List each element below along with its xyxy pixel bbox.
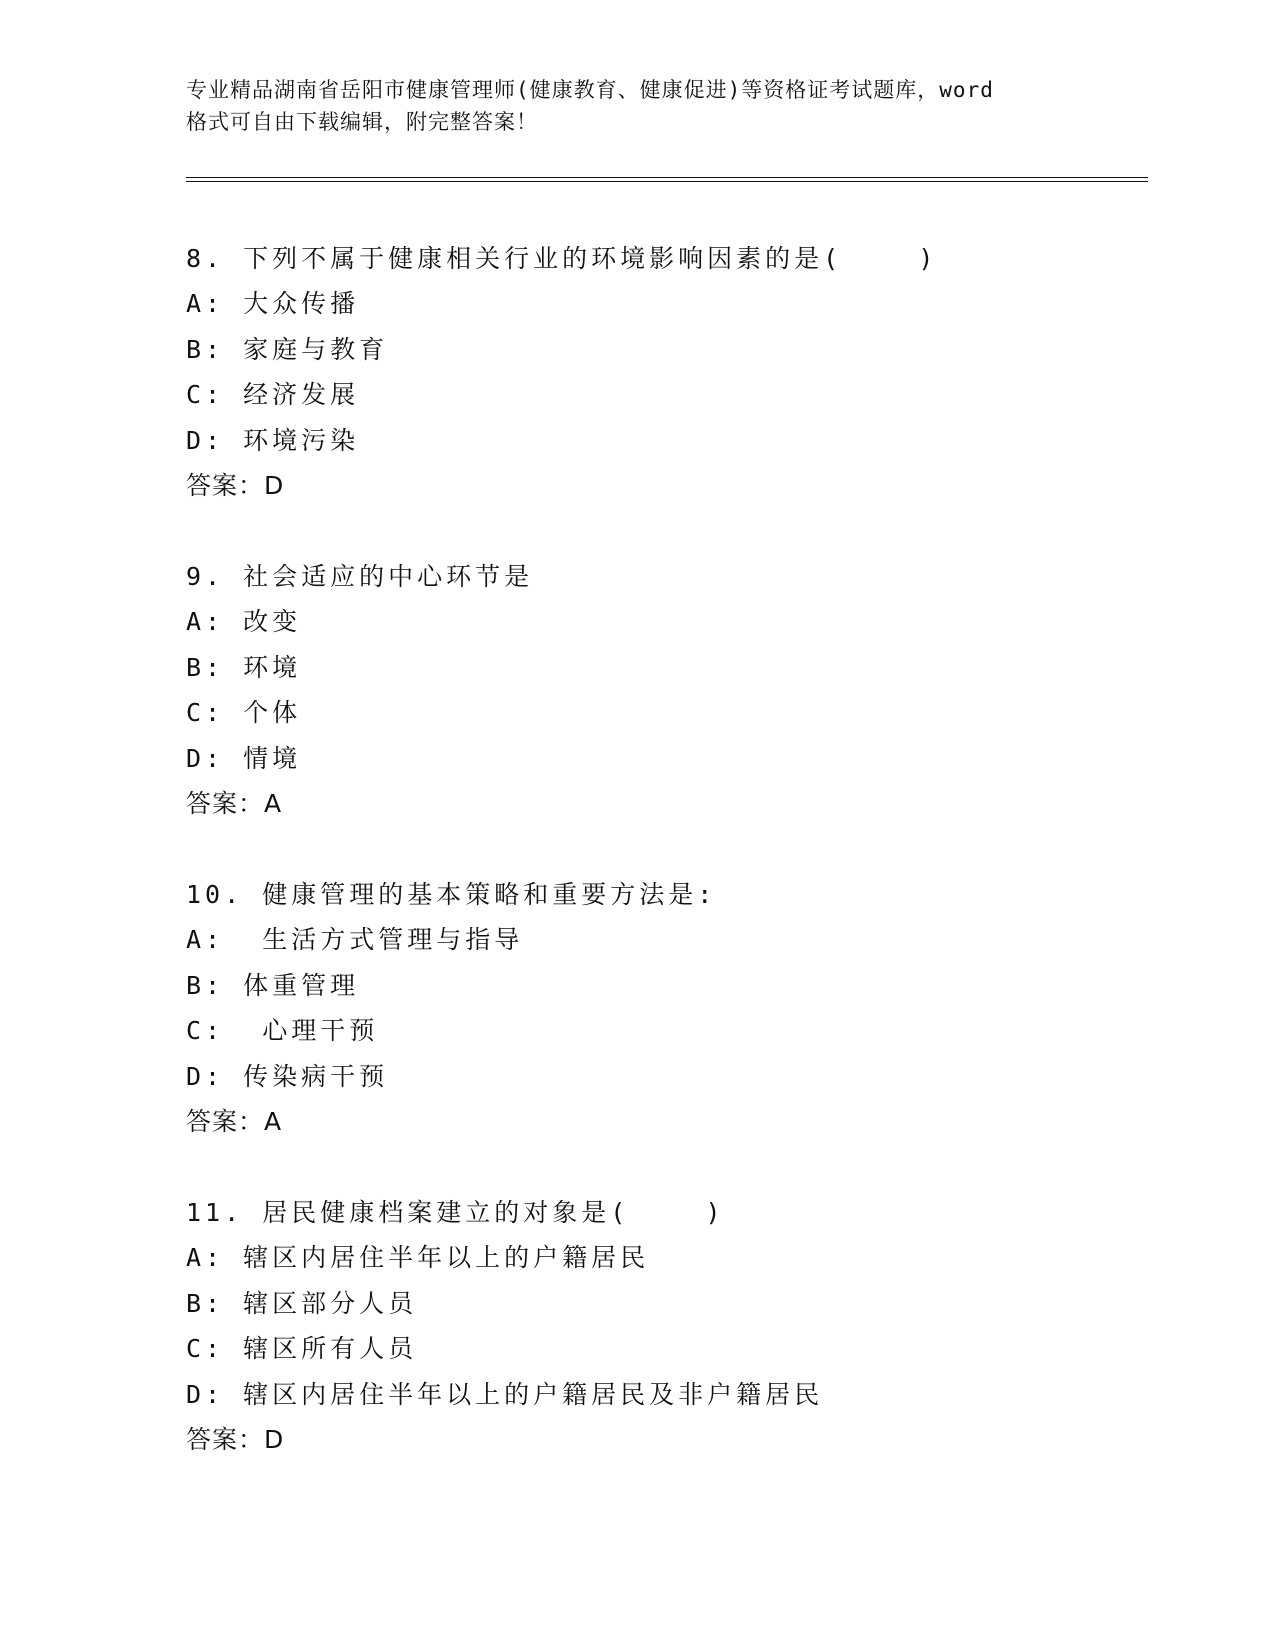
option-a: A: 大众传播 — [186, 289, 360, 319]
question-11 — [186, 1190, 1166, 1462]
header-line-2: 格式可自由下载编辑，附完整答案！ — [186, 110, 538, 134]
option-a: A: 改变 — [186, 607, 302, 637]
option-c: C: 辖区所有人员 — [186, 1334, 418, 1364]
question-stem: 9. 社会适应的中心环节是 — [186, 562, 534, 591]
answer: 答案：A — [186, 1106, 283, 1136]
header-line-1: 专业精品湖南省岳阳市健康管理师(健康教育、健康促进)等资格证考试题库，word — [186, 78, 994, 102]
option-b: B: 辖区部分人员 — [186, 1288, 418, 1318]
question-stem: 8. 下列不属于健康相关行业的环境影响因素的是( ) — [186, 244, 938, 273]
option-b: B: 家庭与教育 — [186, 334, 389, 364]
answer: 答案：A — [186, 788, 283, 818]
answer: 答案：D — [186, 470, 285, 500]
option-b: B: 环境 — [186, 652, 302, 682]
answer: 答案：D — [186, 1424, 285, 1454]
option-c: C: 个体 — [186, 698, 302, 728]
question-stem: 10. 健康管理的基本策略和重要方法是: — [186, 880, 717, 909]
option-b: B: 体重管理 — [186, 970, 360, 1000]
option-d: D: 传染病干预 — [186, 1061, 389, 1091]
option-a: A: 辖区内居住半年以上的户籍居民 — [186, 1243, 650, 1273]
option-d: D: 情境 — [186, 743, 302, 773]
option-d: D: 辖区内居住半年以上的户籍居民及非户籍居民 — [186, 1379, 824, 1409]
option-c: C: 经济发展 — [186, 380, 360, 410]
document-header — [186, 74, 1086, 138]
option-a: A: 生活方式管理与指导 — [186, 925, 524, 955]
option-c: C: 心理干预 — [186, 1016, 379, 1046]
option-d: D: 环境污染 — [186, 425, 360, 455]
question-stem: 11. 居民健康档案建立的对象是( ) — [186, 1198, 725, 1227]
header-divider-top — [186, 177, 1148, 178]
header-divider-bottom — [186, 181, 1148, 182]
question-8 — [186, 236, 1166, 508]
question-9 — [186, 554, 1166, 826]
question-10 — [186, 872, 1166, 1144]
